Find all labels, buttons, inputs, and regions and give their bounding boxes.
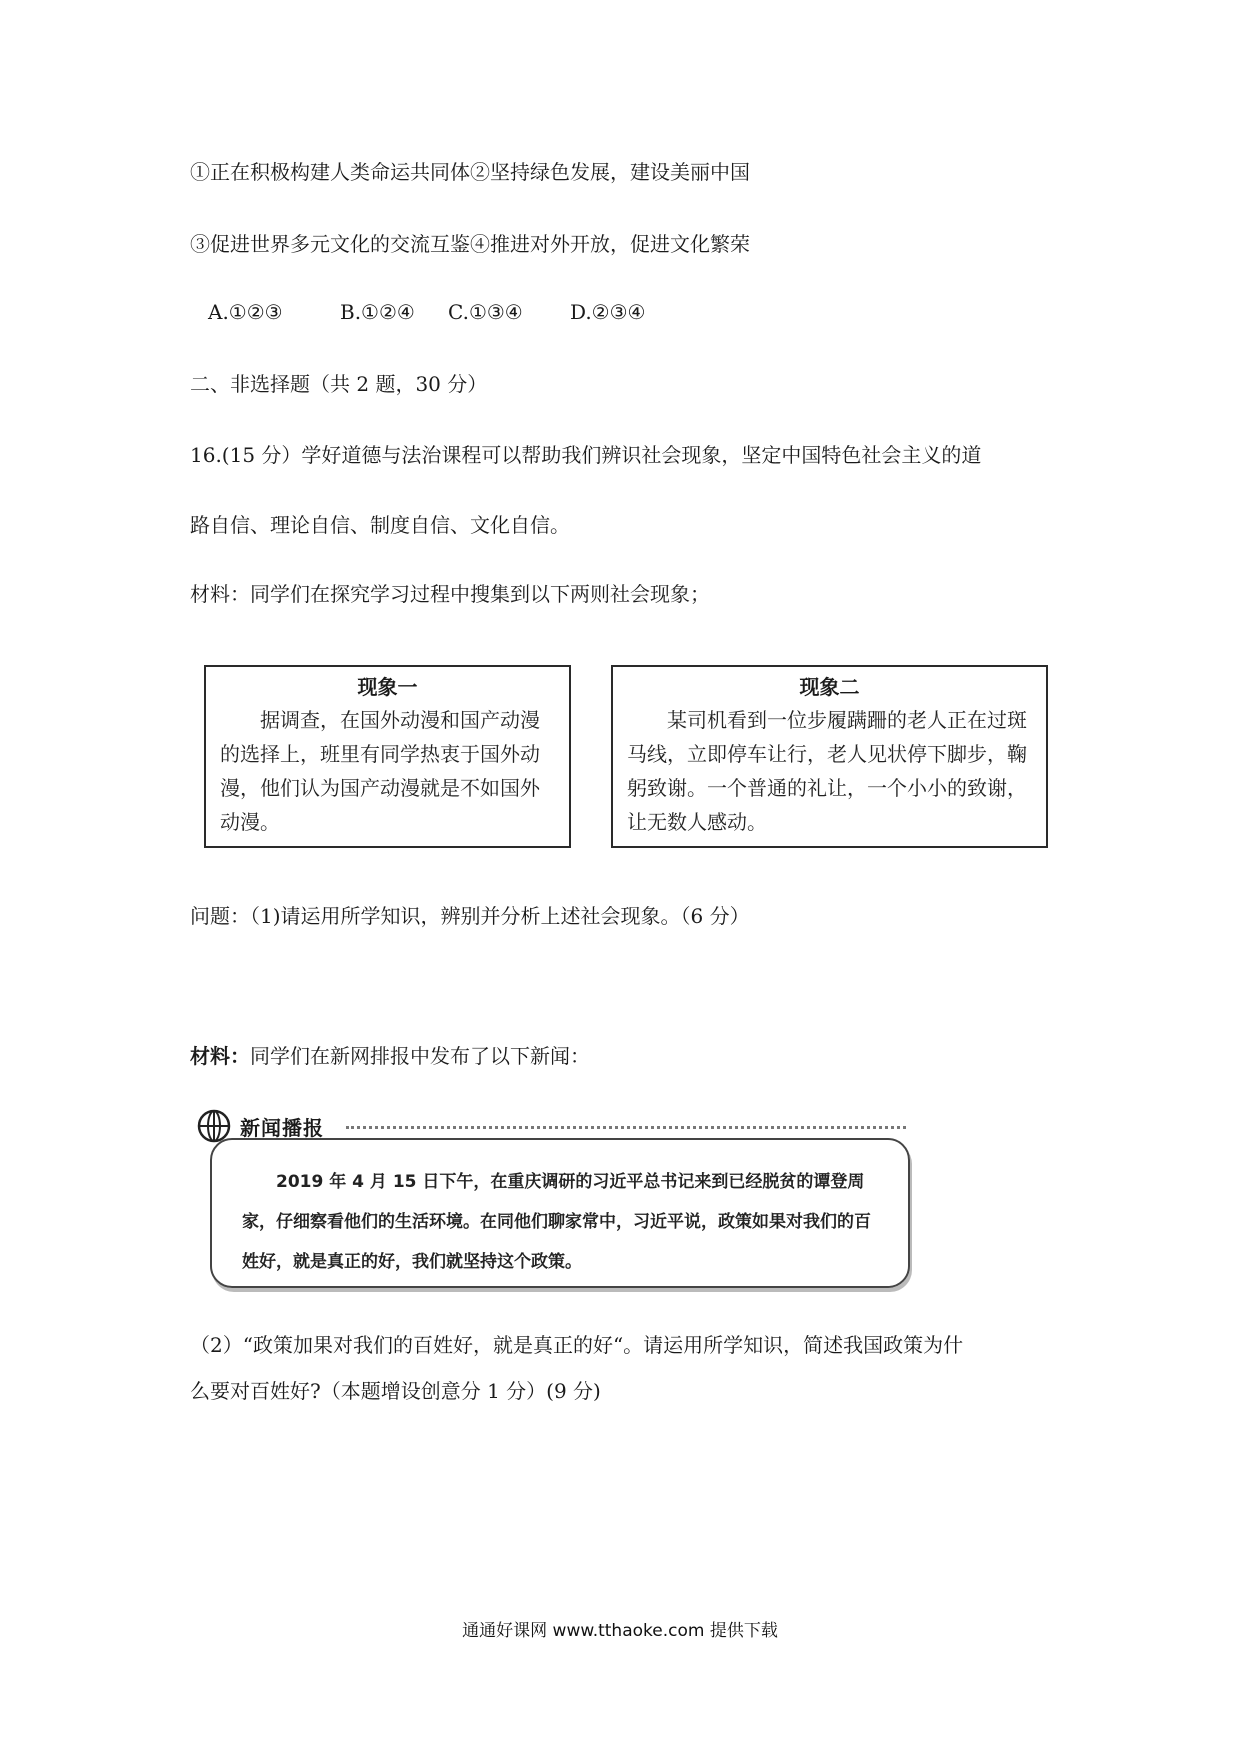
news-panel (196, 1108, 916, 1298)
phenomenon-1-box (204, 665, 571, 848)
question-16-line-1: 16.(15 分）学好道德与法治课程可以帮助我们辨识社会现象，坚定中国特色社会主义的道 (190, 443, 982, 467)
statement-3-4: ③促进世界多元文化的交流互鉴④推进对外开放，促进文化繁荣 (190, 232, 750, 256)
phenomenon-2-title: 现象二 (799, 675, 860, 699)
statement-1-2: ①正在积极构建人类命运共同体②坚持绿色发展，建设美丽中国 (190, 160, 750, 184)
phenomenon-2-body: 某司机看到一位步履蹒跚的老人正在过斑马线，立即停车让行，老人见状停下脚步，鞠躬致谢。一个普通的礼让，一个小小的致谢，让无数人感动。 (627, 708, 1027, 834)
material-1: 材料：同学们在探究学习过程中搜集到以下两则社会现象； (190, 582, 710, 606)
news-content-box (210, 1138, 910, 1288)
question-1: 问题：（1)请运用所学知识，辨别并分析上述社会现象。（6 分） (190, 904, 750, 928)
option-b: B.①②④ (340, 300, 415, 324)
news-header-divider (346, 1126, 906, 1129)
section-heading: 二、非选择题（共 2 题，30 分） (190, 372, 488, 396)
page-footer: 通通好课网 www.tthaoke.com 提供下载 (462, 1621, 778, 1641)
option-c: C.①③④ (448, 300, 523, 324)
question-2-line-2: 么要对百姓好?（本题增设创意分 1 分）(9 分) (190, 1379, 601, 1403)
news-body: 2019 年 4 月 15 日下午，在重庆调研的习近平总书记来到已经脱贫的谭登周家，仔细察看他们的生活环境。在同他们聊家常中，习近平说，政策如果对我们的百姓好，就是真正的好，我们就坚持这个政策。 (242, 1172, 871, 1272)
phenomenon-2-box (611, 665, 1048, 848)
material-2 (190, 1042, 590, 1070)
option-d: D.②③④ (570, 300, 646, 324)
news-header: 新闻播报 (240, 1116, 324, 1140)
phenomenon-1-title: 现象一 (357, 675, 418, 699)
question-16-line-2: 路自信、理论自信、制度自信、文化自信。 (190, 513, 570, 537)
question-2-line-1: （2）“政策加果对我们的百姓好，就是真正的好“。请运用所学知识，简述我国政策为什 (190, 1333, 964, 1357)
material-2-text: 同学们在新网排报中发布了以下新闻： (250, 1044, 590, 1068)
material-2-label: 材料： (190, 1044, 250, 1068)
phenomenon-1-body: 据调查，在国外动漫和国产动漫的选择上，班里有同学热衷于国外动漫，他们认为国产动漫就是不如国外动漫。 (220, 708, 540, 834)
option-a: A.①②③ (208, 300, 283, 324)
